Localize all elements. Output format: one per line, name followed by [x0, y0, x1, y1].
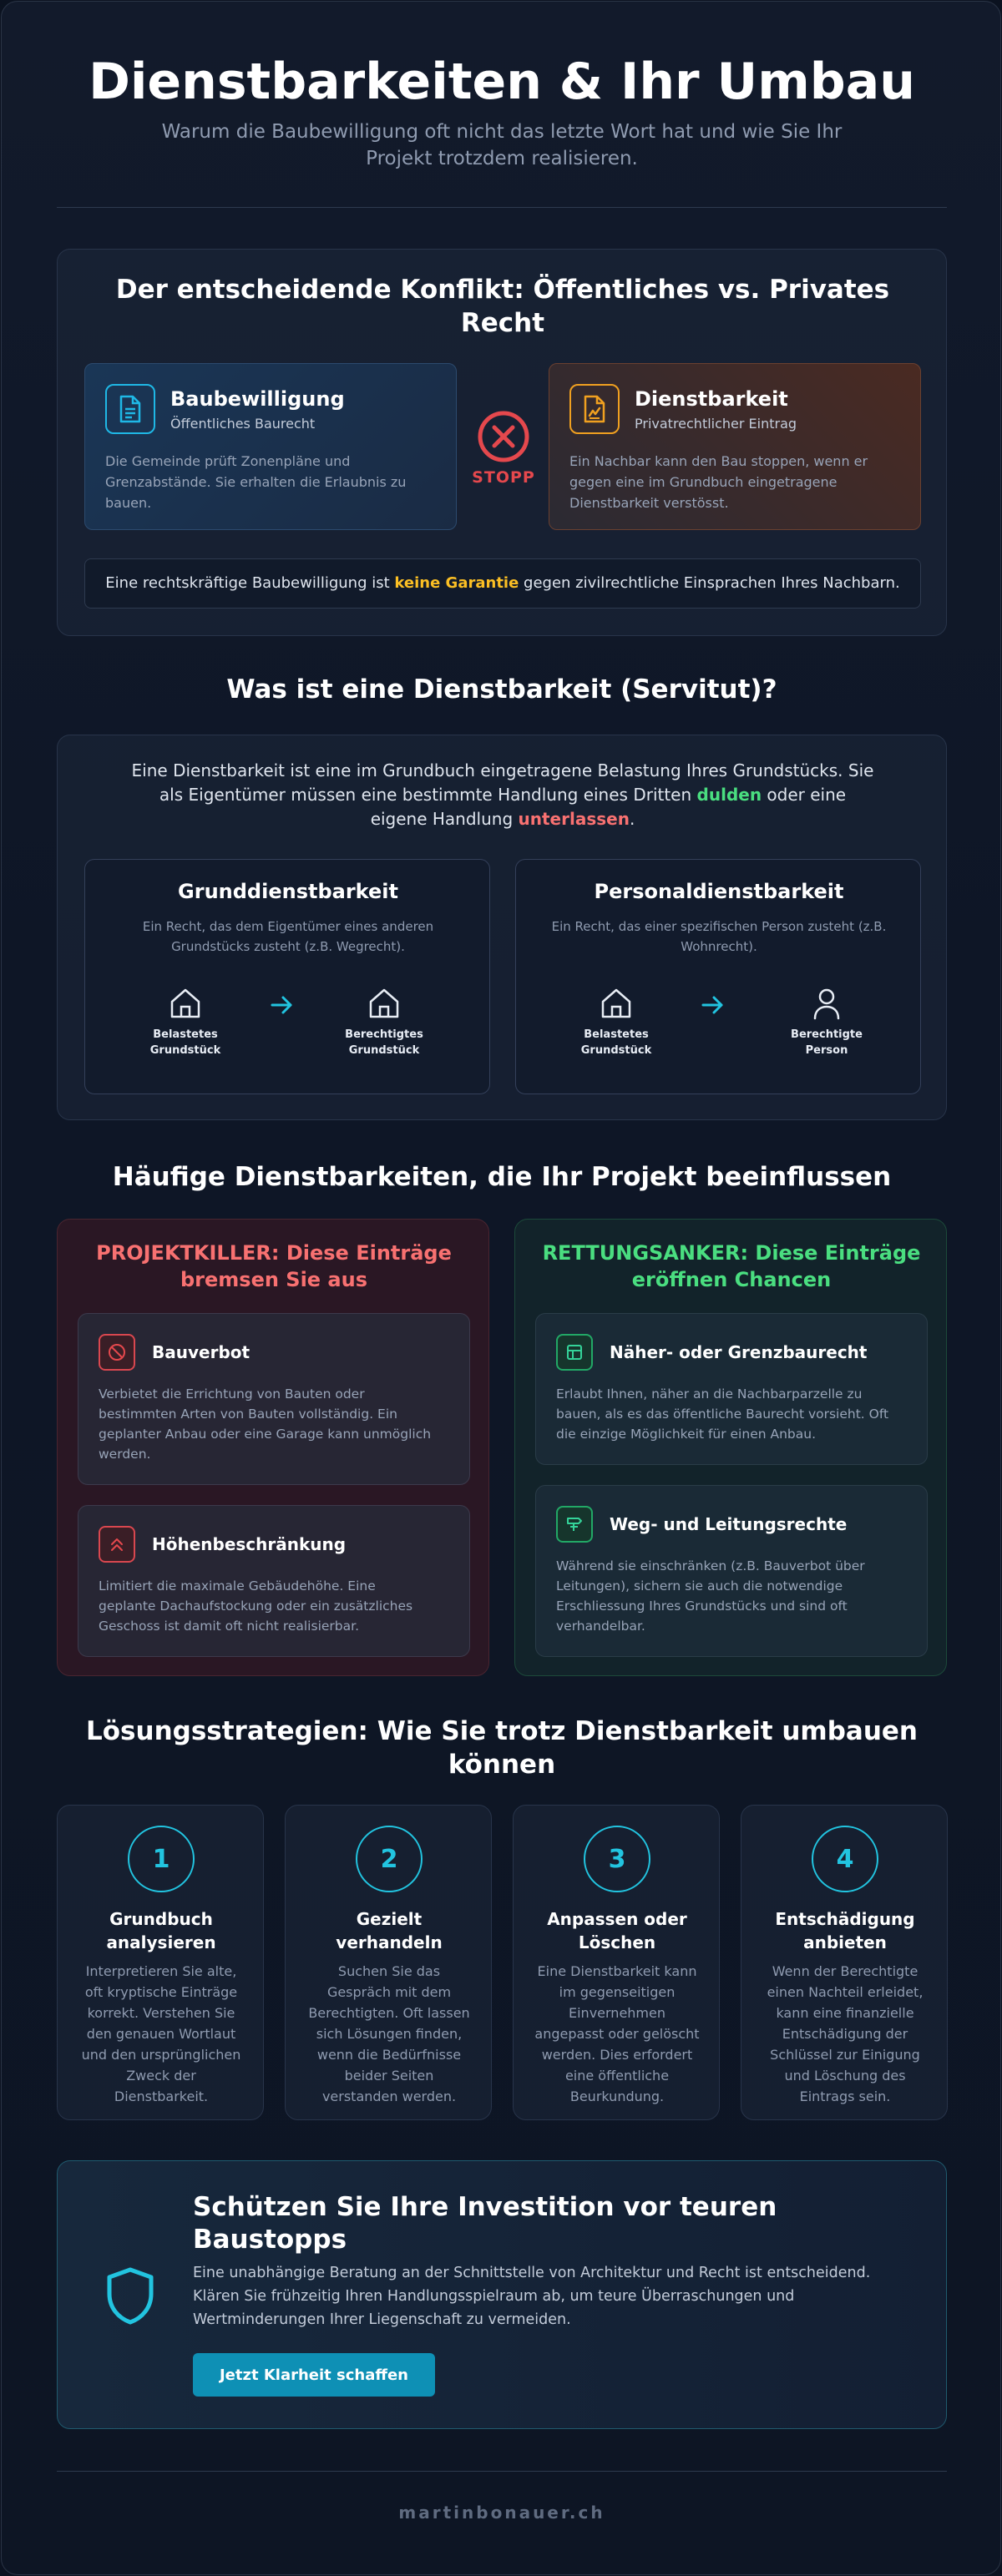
text-line: Leitungen), sichern sie auch die notwendige: [556, 1578, 843, 1594]
label-line: Grundstück: [149, 1044, 221, 1057]
burdened-property-label: [127, 1027, 244, 1058]
strategy-text: [58, 1961, 265, 2107]
strategy-card-3: [513, 1805, 720, 2120]
bauverbot-text: [99, 1384, 458, 1464]
text-line: gegen eine im Grundbuch eingetragene: [569, 474, 838, 490]
text-line: beider Seiten: [344, 2068, 434, 2084]
text-line: den genauen Wortlaut: [86, 2026, 236, 2042]
cta-panel: [57, 2160, 947, 2429]
naeherbaurecht-text: [556, 1384, 915, 1444]
grunddienstbarkeit-card: [84, 859, 490, 1094]
rettungsanker-title: [515, 1240, 948, 1293]
baubewilligung-card: [84, 363, 457, 530]
text-line: kann eine finanzielle: [776, 2005, 914, 2021]
arrow-right-icon: [269, 993, 296, 1017]
shield-icon: [98, 2263, 163, 2328]
hoehenbeschraenkung-card: [78, 1505, 470, 1657]
entitled-person-label: [768, 1027, 885, 1058]
projektkiller-panel: [57, 1219, 489, 1676]
layout-grid-icon: [556, 1334, 593, 1371]
wegrecht-card: [535, 1485, 928, 1657]
strategy-card-2: [285, 1805, 492, 2120]
text-line: verstanden werden.: [321, 2089, 457, 2104]
text-line: verhandelbar.: [556, 1619, 645, 1634]
intro-text: oder eine: [762, 785, 847, 805]
definition-panel: [57, 735, 947, 1120]
text-line: Eine Dienstbarkeit kann: [537, 1963, 697, 1979]
title-line: können: [448, 1750, 556, 1780]
text-line: sich Lösungen finden,: [316, 2026, 463, 2042]
label-line: Grundstück: [348, 1044, 420, 1057]
house-icon: [366, 985, 402, 1022]
text-line: oft kryptische Einträge: [84, 1984, 238, 2000]
text-line: Suchen Sie das: [337, 1963, 441, 1979]
house-icon: [598, 985, 635, 1022]
title-line: Löschen: [578, 1932, 656, 1952]
personaldienstbarkeit-title: Personaldienstbarkeit: [594, 880, 844, 903]
text-line: Gespräch mit dem: [326, 1984, 452, 2000]
text-line: Beurkundung.: [569, 2089, 665, 2104]
label-line: Person: [805, 1044, 848, 1057]
text-line: im gegenseitigen: [559, 1984, 676, 2000]
naeherbaurecht-title: Näher- oder Grenzbaurecht: [610, 1342, 868, 1362]
title-line: Baustopps: [193, 2225, 347, 2255]
label-line: Berechtigtes: [345, 1028, 423, 1041]
text-line: Wohnrecht).: [681, 939, 757, 954]
page-subtitle-line: Projekt trotzdem realisieren.: [366, 148, 638, 169]
title-line: PROJEKTKILLER: Diese Einträge: [96, 1241, 452, 1265]
conflict-title-line: Der entscheidende Konflikt: Öffentliches vs. Privates: [115, 275, 890, 305]
strategy-card-1: [57, 1805, 264, 2120]
text-line: Wertminderungen Ihrer Liegenschaft zu vermeiden.: [193, 2311, 571, 2328]
common-title: Häufige Dienstbarkeiten, die Ihr Projekt beeinflussen: [112, 1162, 892, 1192]
title-line: Entschädigung: [775, 1909, 915, 1929]
wegrecht-text: [556, 1556, 915, 1636]
text-line: Interpretieren Sie alte,: [85, 1963, 237, 1979]
conflict-title-line: Recht: [460, 308, 545, 338]
projektkiller-title: [58, 1240, 490, 1293]
intro-text: eigene Handlung: [370, 809, 519, 829]
text-line: und Löschung des: [784, 2068, 906, 2084]
house-icon: [167, 985, 204, 1022]
title-line: eröffnen Chancen: [631, 1268, 832, 1291]
note-text: Eine rechtskräftige Baubewilligung ist: [105, 574, 395, 592]
intro-line: [58, 807, 948, 831]
definition-title: Was ist eine Dienstbarkeit (Servitut)?: [226, 674, 777, 705]
intro-line: [58, 783, 948, 807]
text-line: einen Nachteil erleidet,: [767, 1984, 924, 2000]
text-line: Limitiert die maximale Gebäudehöhe. Eine: [99, 1578, 376, 1594]
strategy-title: [514, 1907, 721, 1954]
text-line: eine öffentliche: [564, 2068, 670, 2084]
burdened-property-label: [558, 1027, 675, 1058]
grunddienstbarkeit-title: Grunddienstbarkeit: [178, 880, 398, 903]
entitled-property-label: [326, 1027, 443, 1058]
double-chevron-up-icon: [99, 1526, 135, 1563]
text-line: Erschliessung Ihres Grundstücks und sind oft: [556, 1599, 848, 1614]
signed-document-icon: [569, 384, 620, 434]
ban-icon: [99, 1334, 135, 1371]
hoehenbeschraenkung-title: Höhenbeschränkung: [152, 1534, 347, 1554]
text-line: Ein Recht, das dem Eigentümer eines anderen: [142, 919, 434, 934]
hoehenbeschraenkung-text: [99, 1576, 458, 1636]
page-subtitle-line: Warum die Baubewilligung oft nicht das letzte Wort hat und wie Sie Ihr: [161, 121, 843, 143]
text-line: Während sie einschränken (z.B. Bauverbot über: [556, 1558, 865, 1573]
text-line: Dienstbarkeit.: [114, 2089, 209, 2104]
text-line: Ein Recht, das einer spezifischen Person zusteht (z.B.: [551, 919, 887, 934]
personaldienstbarkeit-card: [515, 859, 921, 1094]
title-line: Schützen Sie Ihre Investition vor teuren: [193, 2192, 777, 2222]
text-line: korrekt. Verstehen Sie: [87, 2005, 235, 2021]
text-line: Grundstücks zusteht (z.B. Wegrecht).: [171, 939, 405, 954]
text-line: Dienstbarkeit verstösst.: [569, 495, 729, 511]
text-line: Eintrags sein.: [799, 2089, 891, 2104]
intro-highlight-dulden: dulden: [696, 785, 762, 805]
label-line: Berechtigte: [791, 1028, 863, 1041]
document-icon: [105, 384, 155, 434]
text-line: die einzige Möglichkeit für einen Anbau.: [556, 1427, 816, 1442]
title-line: Lösungsstrategien: Wie Sie trotz Dienstbarkeit umbauen: [86, 1716, 918, 1746]
cta-text: [193, 2261, 928, 2331]
title-line: bremsen Sie aus: [180, 1268, 367, 1291]
conflict-title: [58, 273, 948, 340]
text-line: Entschädigung der: [782, 2026, 908, 2042]
footer-divider: [57, 2471, 947, 2472]
text-line: Schlüssel zur Einigung: [770, 2047, 920, 2063]
text-line: Die Gemeinde prüft Zonenpläne und: [105, 453, 351, 469]
text-line: Klären Sie frühzeitig Ihren Handlungsspielraum ab, um teure Überraschungen und: [193, 2288, 795, 2305]
step-number-badge: 4: [812, 1826, 878, 1892]
text-line: bestimmten Arten von Bauten vollständig. Ein: [99, 1407, 397, 1422]
title-line: analysieren: [106, 1932, 216, 1952]
cta-button[interactable]: Jetzt Klarheit schaffen: [193, 2353, 435, 2397]
strategy-title: [58, 1907, 265, 1954]
text-line: werden. Dies erfordert: [541, 2047, 693, 2063]
text-line: geplante Dachaufstockung oder ein zusätzliches: [99, 1599, 413, 1614]
text-line: Zweck der: [126, 2068, 196, 2084]
dienstbarkeit-title: Dienstbarkeit: [635, 387, 788, 411]
header-divider: [57, 207, 947, 208]
text-line: Wenn der Berechtigte: [772, 1963, 918, 1979]
title-line: Grundbuch: [109, 1909, 213, 1929]
step-number-badge: 1: [128, 1826, 195, 1892]
dienstbarkeit-text: [569, 451, 903, 513]
baubewilligung-title: Baubewilligung: [170, 387, 345, 411]
text-line: Ein Nachbar kann den Bau stoppen, wenn er: [569, 453, 868, 469]
definition-intro: [58, 759, 948, 831]
text-line: Eine unabhängige Beratung an der Schnittstelle von Architektur und Recht ist entscheidend.: [193, 2265, 871, 2281]
dienstbarkeit-subtitle: Privatrechtlicher Eintrag: [635, 416, 797, 432]
text-line: Einvernehmen: [569, 2005, 665, 2021]
label-line: Belastetes: [153, 1028, 218, 1041]
stop-icon: [475, 408, 532, 465]
intro-text: als Eigentümer müssen eine bestimmte Handlung eines Dritten: [159, 785, 697, 805]
conflict-panel: [57, 249, 947, 636]
title-line: RETTUNGSANKER: Diese Einträge: [542, 1241, 921, 1265]
text-line: angepasst oder gelöscht: [534, 2026, 700, 2042]
step-number-badge: 2: [356, 1826, 423, 1892]
baubewilligung-text: [105, 451, 439, 513]
intro-highlight-unterlassen: unterlassen: [518, 809, 630, 829]
text-line: Erlaubt Ihnen, näher an die Nachbarparzelle zu: [556, 1386, 863, 1402]
page-title: Dienstbarkeiten & Ihr Umbau: [89, 53, 915, 111]
strategy-text: [741, 1961, 949, 2107]
text-line: wenn die Bedürfnisse: [316, 2047, 462, 2063]
title-line: Anpassen oder: [547, 1909, 687, 1929]
page-subtitle: [2, 119, 1001, 172]
baubewilligung-subtitle: Öffentliches Baurecht: [170, 416, 316, 432]
text-line: Verbietet die Errichtung von Bauten oder: [99, 1386, 365, 1402]
intro-text: .: [629, 809, 635, 829]
naeherbaurecht-card: [535, 1313, 928, 1465]
wegrecht-title: Weg- und Leitungsrechte: [610, 1514, 848, 1534]
strategy-text: [514, 1961, 721, 2107]
text-line: geplanter Anbau oder eine Garage kann unmöglich: [99, 1427, 432, 1442]
note-highlight: keine Garantie: [394, 574, 519, 592]
text-line: werden.: [99, 1447, 151, 1462]
text-line: Geschoss ist damit oft nicht realisierbar.: [99, 1619, 359, 1634]
page-frame: [1, 1, 1001, 2575]
text-line: Grenzabstände. Sie erhalten die Erlaubnis zu: [105, 474, 407, 490]
strategy-title: [741, 1907, 949, 1954]
strategy-title: [286, 1907, 493, 1954]
label-line: Belastetes: [584, 1028, 649, 1041]
title-line: verhandeln: [336, 1932, 443, 1952]
intro-line: Eine Dienstbarkeit ist eine im Grundbuch eingetragene Belastung Ihres Grundstücks. Sie: [131, 760, 874, 780]
title-line: anbieten: [803, 1932, 887, 1952]
person-icon: [808, 985, 845, 1022]
text-line: und den ursprünglichen: [81, 2047, 241, 2063]
note-text: gegen zivilrechtliche Einsprachen Ihres Nachbarn.: [519, 574, 900, 592]
personaldienstbarkeit-text: [516, 917, 922, 957]
title-line: Gezielt: [356, 1909, 423, 1929]
arrow-right-icon: [700, 993, 726, 1017]
text-line: Berechtigten. Oft lassen: [308, 2005, 470, 2021]
dienstbarkeit-card: [549, 363, 921, 530]
bauverbot-title: Bauverbot: [152, 1342, 250, 1362]
cta-title: [193, 2191, 928, 2256]
step-number-badge: 3: [584, 1826, 650, 1892]
signpost-icon: [556, 1506, 593, 1543]
strategies-title: [2, 1715, 1001, 1781]
text-line: bauen.: [105, 495, 152, 511]
grunddienstbarkeit-text: [85, 917, 491, 957]
footer-domain-link[interactable]: martinbonauer.ch: [398, 2503, 605, 2523]
bauverbot-card: [78, 1313, 470, 1485]
text-line: bauen, als es das öffentliche Baurecht vorsieht. Oft: [556, 1407, 889, 1422]
strategy-text: [286, 1961, 493, 2107]
label-line: Grundstück: [580, 1044, 652, 1057]
strategy-card-4: [741, 1805, 948, 2120]
rettungsanker-panel: [514, 1219, 947, 1676]
conflict-note: [84, 558, 921, 609]
stop-label: STOPP: [472, 468, 535, 487]
